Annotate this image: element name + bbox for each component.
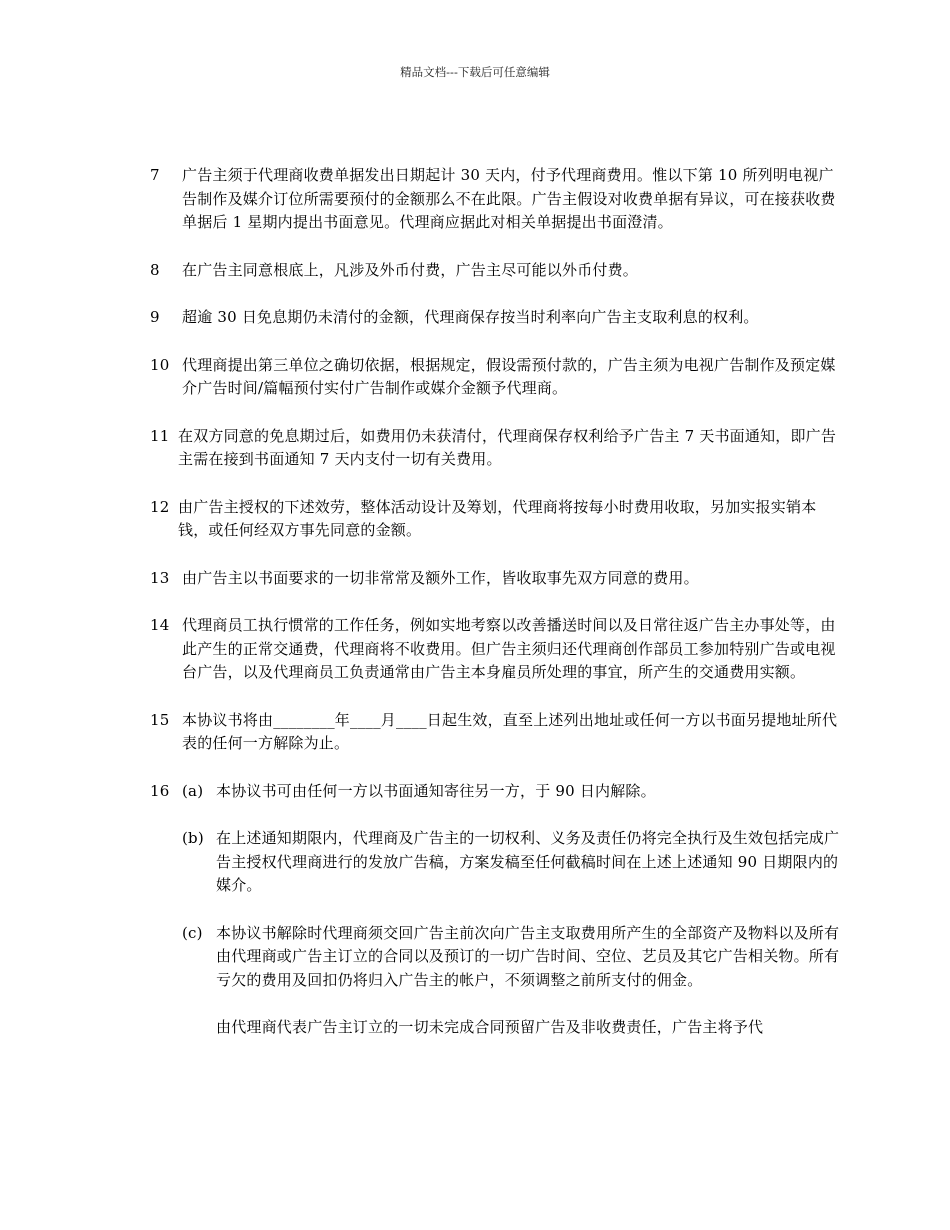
subclause-text: 在上述通知期限内，代理商及广告主的一切权利、义务及责任仍将完全执行及生效包括完成广告主授权代理商进行的发放广告稿，方案发稿至任何截稿时间在上述上述通知 90 日期限内的媒介。 <box>216 829 840 894</box>
clause-8 <box>150 259 840 283</box>
clause-16-b <box>150 827 840 898</box>
clause-number: 11 <box>150 426 170 445</box>
clause-16-a <box>150 780 840 804</box>
clause-text: 代理商员工执行惯常的工作任务，例如实地考察以改善播送时间以及日常往返广告主办事处等，由此产生的正常交通费，代理商将不收费用。但广告主须归还代理商创作部员工参加特别广告或电视台广告，以及代理商员工负责通常由广告主本身雇员所处理的事宜，所产生的交通费用实额。 <box>182 616 836 681</box>
clause-text: 由广告主以书面要求的一切非常常及额外工作，皆收取事先双方同意的费用。 <box>182 568 699 587</box>
page-header: 精品文档---下载后可任意编辑 <box>400 65 550 79</box>
clause-12 <box>150 496 840 543</box>
clause-16-continuation: 由代理商代表广告主订立的一切未完成合同预留广告及非收费责任，广告主将予代 <box>216 1018 764 1036</box>
clause-16-c <box>150 922 840 993</box>
subclause-label: (c) <box>182 923 203 942</box>
clause-14 <box>150 614 840 685</box>
subclause-label: (b) <box>182 829 204 847</box>
clause-number: 10 <box>150 355 170 374</box>
subclause-text: 本协议书可由任何一方以书面通知寄往另一方，于 90 日内解除。 <box>216 781 656 800</box>
clause-15 <box>150 709 840 756</box>
clause-13 <box>150 567 840 591</box>
clause-10 <box>150 354 840 401</box>
clause-number: 7 <box>150 166 160 184</box>
clause-number: 14 <box>150 616 170 634</box>
clause-number: 9 <box>150 308 160 326</box>
clause-number: 13 <box>150 568 170 587</box>
clause-text: 代理商提出第三单位之确切依据，根据规定，假设需预付款的，广告主须为电视广告制作及预定媒介广告时间/篇幅预付实付广告制作或媒介金额予代理商。 <box>182 355 836 397</box>
subclause-text: 本协议书解除时代理商须交回广告主前次向广告主支取费用所产生的全部资产及物料以及所有由代理商或广告主订立的合同以及预订的一切广告时间、空位、艺员及其它广告相关物。所有亏欠的费用及回扣仍将归入广告主的帐户，不须调整之前所支付的佣金。 <box>216 923 840 989</box>
clause-11 <box>150 425 840 472</box>
clause-text: 超逾 30 日免息期仍未清付的金额，代理商保存按当时利率向广告主支取利息的权利。 <box>182 308 759 326</box>
clause-text: 在广告主同意根底上，凡涉及外币付费，广告主尽可能以外币付费。 <box>182 260 639 279</box>
clause-text: 本协议书将由________年____月____日起生效，直至上述列出地址或任何一方以书面另提地址所代表的任何一方解除为止。 <box>182 710 838 752</box>
clause-list <box>150 164 840 1040</box>
clause-number: 12 <box>150 497 170 516</box>
clause-text: 由广告主授权的下述效劳，整体活动设计及筹划，代理商将按每小时费用收取，另加实报实销本钱，或任何经双方事先同意的金额。 <box>178 497 817 539</box>
clause-number: 8 <box>150 260 160 279</box>
clause-text: 广告主须于代理商收费单据发出日期起计 30 天内，付予代理商费用。惟以下第 10 所列明电视广告制作及媒介订位所需要预付的金额那么不在此限。广告主假设对收费单据有异议，可在接获收费单据后 1 星期内提出书面意见。代理商应据此对相关单据提出书面澄清。 <box>182 166 836 231</box>
subclause-label: (a) <box>182 781 204 800</box>
clause-9 <box>150 306 840 330</box>
clause-text: 在双方同意的免息期过后，如费用仍未获清付，代理商保存权利给予广告主 7 天书面通知，即广告主需在接到书面通知 7 天内支付一切有关费用。 <box>178 426 837 468</box>
clause-number: 15 <box>150 710 170 729</box>
clause-7 <box>150 164 840 235</box>
clause-number: 16 <box>150 781 170 800</box>
